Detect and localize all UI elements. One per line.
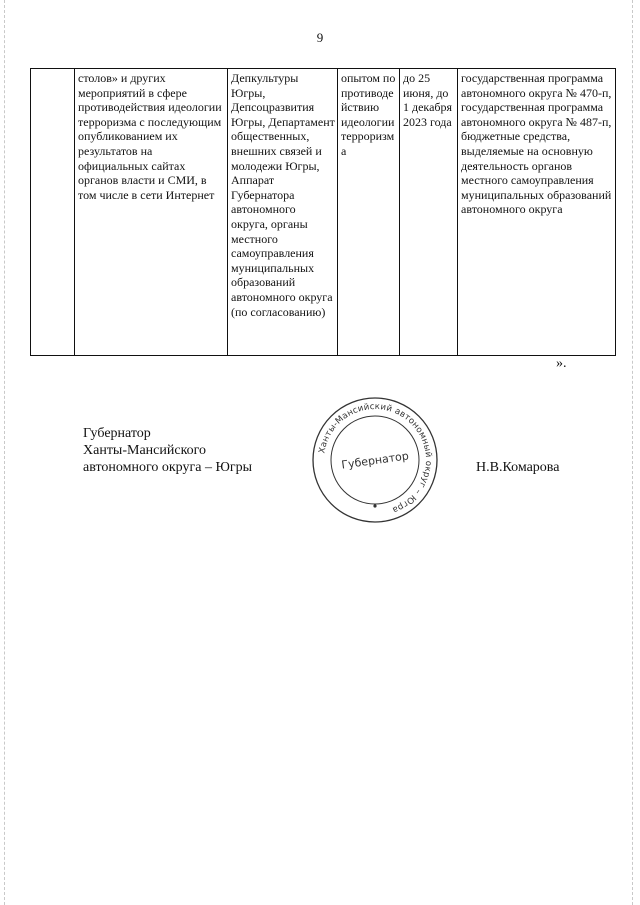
cell-number — [31, 69, 75, 356]
measures-table — [30, 68, 616, 356]
closing-quote: ». — [556, 356, 567, 371]
signature-title-line: Ханты-Мансийского — [83, 443, 207, 458]
cell-deadline: до 25 июня, до 1 декабря 2023 года — [400, 69, 458, 356]
cell-responsible: Депкультуры Югры, Депсоцразвития Югры, Департамент общественных, внешних связей и молодежи Югры, Аппарат Губернатора автономного округа, органы местного самоуправления муниципальных образований автономного округа (по согласованию) — [228, 69, 338, 356]
seal-star-icon — [373, 504, 376, 507]
cell-result: опытом по противодействию идеологии терроризма — [338, 69, 400, 356]
signatory-name: Н.В.Комарова — [476, 460, 560, 475]
seal-center-text: Губернатор — [340, 449, 410, 472]
scan-edge-right — [632, 0, 633, 905]
cell-funding: государственная программа автономного округа № 470-п, государственная программа автономного округа № 487-п, бюджетные средства, выделяемые на основную деятельность органов местного самоуправления муниципальных образований автономного округа — [458, 69, 616, 356]
table-row — [31, 69, 616, 356]
signature-title — [83, 425, 252, 476]
signature-title-line: автономного округа – Югры — [83, 460, 252, 475]
signature-title-line: Губернатор — [83, 426, 151, 441]
official-seal — [310, 395, 440, 525]
scan-edge-left — [4, 0, 5, 905]
cell-measure: столов» и других мероприятий в сфере противодействия идеологии терроризма с последующим опубликованием их результатов на официальных сайтах органов власти и СМИ, в том числе в сети Интернет — [75, 69, 228, 356]
seal-ring-text: Ханты-Мансийский автономный округ – Югра — [317, 401, 434, 515]
page-number: 9 — [316, 30, 324, 45]
